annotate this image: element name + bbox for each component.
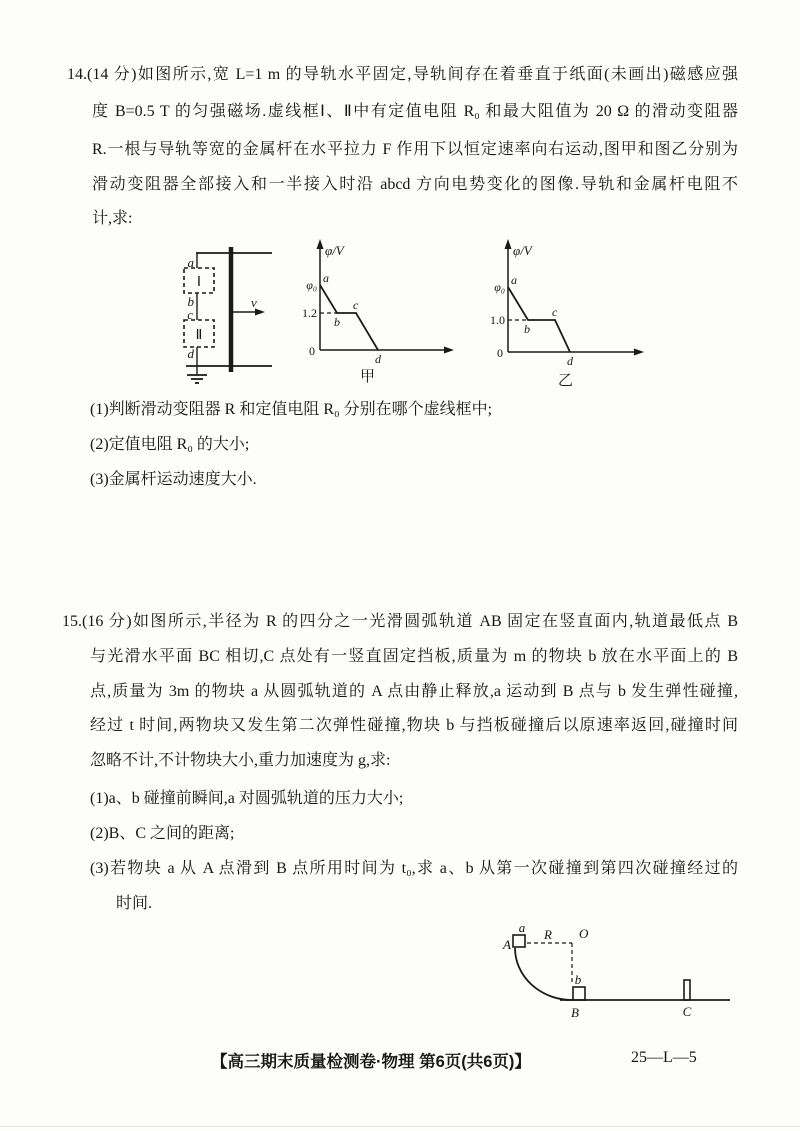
- question-2: (2)定值电阻 R₀ 的大小;: [90, 436, 250, 453]
- text-line: R.一根与导轨等宽的金属杆在水平拉力 F 作用下以恒定速率向右运动,图甲和图乙分别为: [92, 141, 738, 158]
- barrier: [684, 980, 690, 1000]
- text-line: 经过 t 时间,两物块又发生第二次弹性碰撞,物块 b 与挡板碰撞后以原速率返回,碰撞时间: [90, 717, 738, 734]
- velocity-arrow: [232, 309, 265, 316]
- point-d: d: [567, 354, 573, 368]
- radius-label: R: [544, 927, 552, 942]
- center-O-label: O: [579, 926, 589, 941]
- ground-symbol: [187, 366, 207, 383]
- point-B-label: B: [571, 1005, 579, 1020]
- caption-yi: 乙: [558, 373, 574, 388]
- text-line: 计,求:: [92, 210, 133, 227]
- page-edge-line: [0, 1126, 800, 1127]
- circuit-diagram: [168, 232, 283, 394]
- arc-track: [515, 948, 572, 1000]
- question-3: (3)若物块 a 从 A 点滑到 B 点所用时间为 t₀,求 a、b 从第一次碰撞到第四次碰撞经过的: [90, 860, 738, 877]
- caption-jia: 甲: [360, 369, 376, 384]
- potential-graph-yi: [486, 236, 651, 388]
- block-b-label: b: [574, 972, 582, 987]
- phi0-label: φ₀: [306, 278, 317, 292]
- point-b: b: [524, 322, 530, 336]
- y-tick: 1.0: [490, 313, 505, 327]
- point-d: d: [375, 352, 381, 366]
- point-c: c: [353, 298, 359, 312]
- node-c-label: c: [187, 307, 193, 322]
- text-line: 度 B=0.5 T 的匀强磁场.虚线框Ⅰ、Ⅱ中有定值电阻 R₀ 和最大阻值为 20 Ω 的滑动变阻器: [92, 103, 738, 120]
- node-a-label: a: [187, 255, 194, 270]
- point-c: c: [552, 305, 558, 319]
- potential-graph-jia: [298, 236, 463, 384]
- y-axis-label: φ/V: [325, 243, 344, 258]
- point-b: b: [334, 315, 340, 329]
- text-line: 与光滑水平面 BC 相切,C 点处有一竖直固定挡板,质量为 m 的物块 b 放在水平面上的 B: [90, 648, 738, 665]
- question-3: (3)金属杆运动速度大小.: [90, 471, 257, 488]
- footer-code: 25—L—5: [631, 1049, 697, 1066]
- node-b-label: b: [187, 294, 194, 309]
- velocity-label: v: [251, 295, 257, 310]
- question-3-continued: 时间.: [116, 895, 153, 912]
- node-d-label: d: [187, 346, 194, 361]
- question-1: (1)a、b 碰撞前瞬间,a 对圆弧轨道的压力大小;: [90, 790, 404, 807]
- text-line: 点,质量为 3m 的物块 a 从圆弧轨道的 A 点由静止释放,a 运动到 B 点与 b 发生弹性碰撞,: [90, 683, 738, 700]
- box1-label: Ⅰ: [196, 275, 202, 290]
- text-line: 14.(14 分)如图所示,宽 L=1 m 的导轨水平固定,导轨间存在着垂直于纸面(未画出)磁感应强: [67, 66, 738, 83]
- text-line: 忽略不计,不计物块大小,重力加速度为 g,求:: [90, 752, 391, 769]
- question-2: (2)B、C 之间的距离;: [90, 825, 235, 842]
- footer-caption: 【高三期末质量检测卷·物理 第6页(共6页)】: [211, 1053, 531, 1071]
- y-axis-label: φ/V: [513, 243, 532, 258]
- point-a: a: [323, 271, 329, 285]
- origin-label: 0: [497, 346, 503, 360]
- phi0-label: φ₀: [494, 280, 505, 294]
- origin-label: 0: [309, 344, 315, 358]
- track-diagram: [478, 918, 768, 1026]
- block-b: [573, 987, 585, 1000]
- point-C-label: C: [682, 1004, 692, 1019]
- point-A-label: A: [503, 937, 511, 952]
- text-line: 滑动变阻器全部接入和一半接入时沿 abcd 方向电势变化的图像.导轨和金属杆电阻不: [92, 176, 738, 193]
- text-line: 15.(16 分)如图所示,半径为 R 的四分之一光滑圆弧轨道 AB 固定在竖直面内,轨道最低点 B: [62, 613, 738, 630]
- block-a-label: a: [518, 920, 526, 935]
- question-1: (1)判断滑动变阻器 R 和定值电阻 R₀ 分别在哪个虚线框中;: [90, 401, 493, 418]
- y-tick: 1.2: [302, 306, 317, 320]
- curve: [320, 285, 378, 350]
- point-a: a: [511, 273, 517, 287]
- block-a: [513, 935, 525, 947]
- box2-label: Ⅱ: [195, 328, 203, 343]
